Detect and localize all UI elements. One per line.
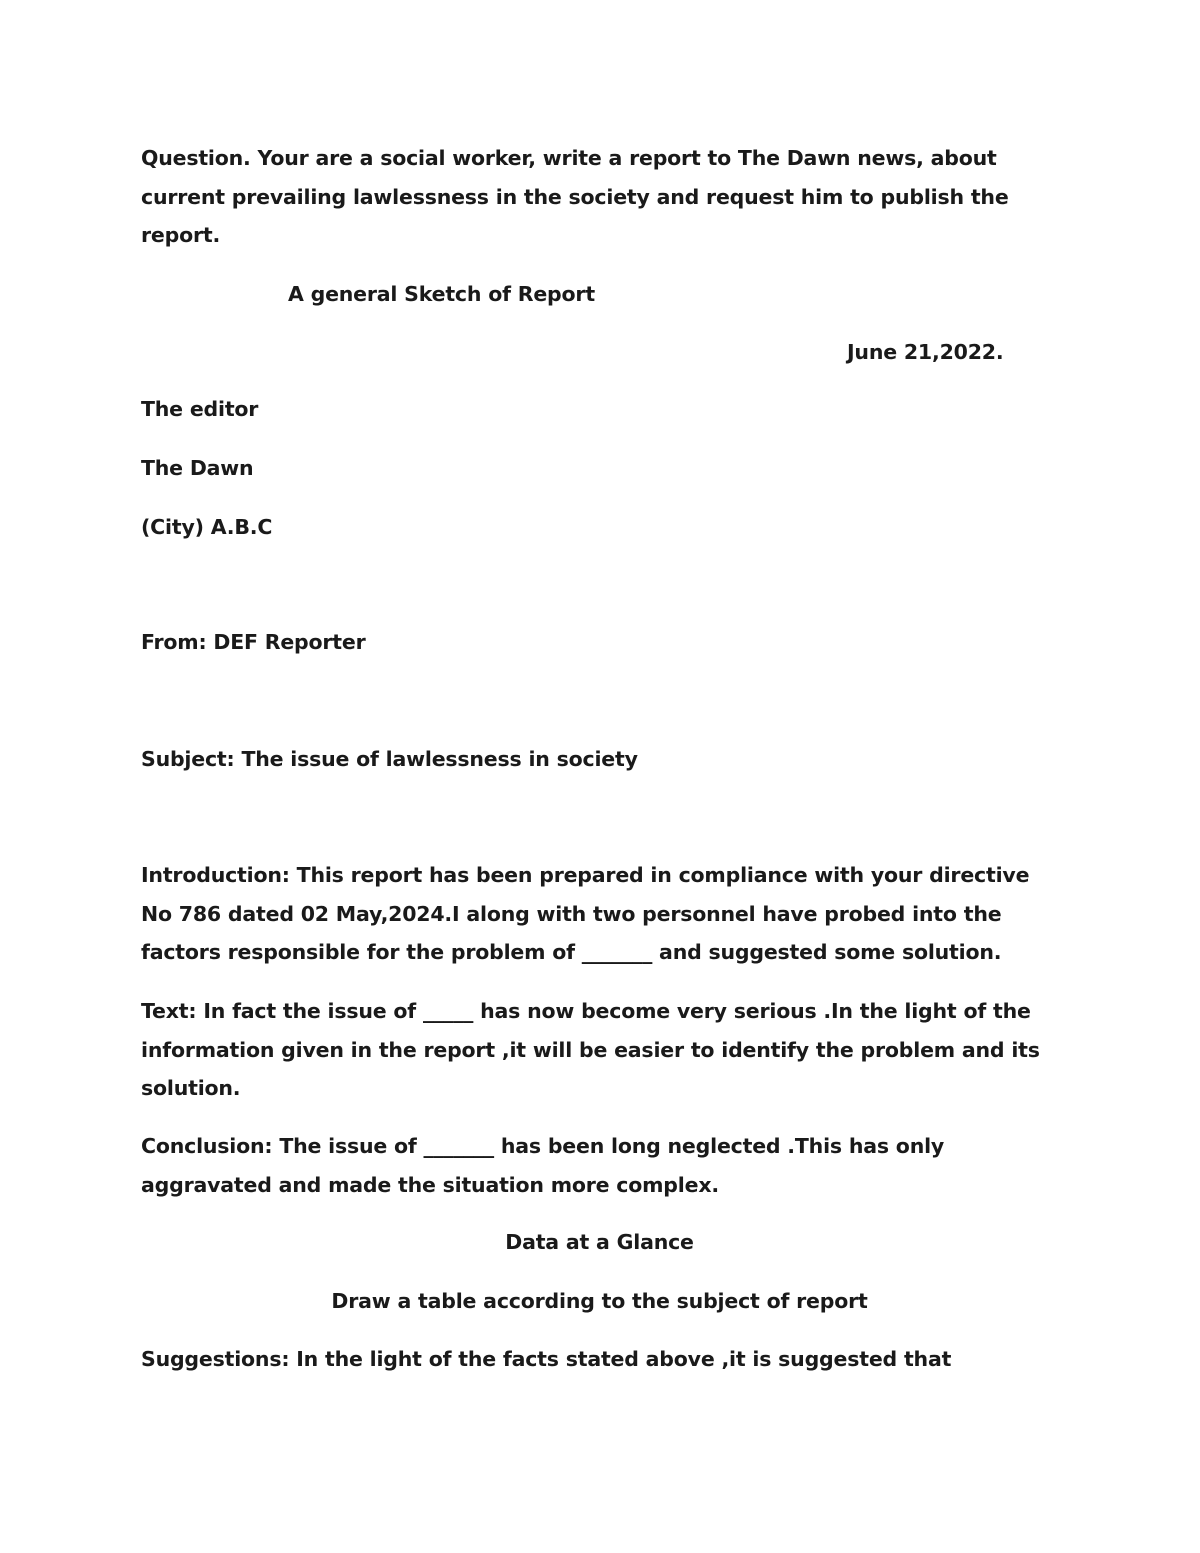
report-date: June 21,2022. bbox=[847, 340, 1004, 364]
recipient-title: The editor bbox=[141, 397, 259, 421]
table-instruction: Draw a table according to the subject of report bbox=[331, 1289, 868, 1313]
recipient-city: (City) A.B.C bbox=[141, 515, 273, 539]
question-paragraph: Question. Your are a social worker, write a report to The Dawn news, about current prevailing lawlessness in the society and request him to publish the report. bbox=[141, 146, 1009, 247]
conclusion-paragraph: Conclusion: The issue of _______ has been long neglected .This has only aggravated and made the situation more complex. bbox=[141, 1134, 945, 1197]
suggestions-line: Suggestions: In the light of the facts stated above ,it is suggested that bbox=[141, 1347, 952, 1371]
introduction-paragraph: Introduction: This report has been prepared in compliance with your directive No 786 dated 02 May,2024.I along with two personnel have probed into the factors responsible for the problem of _______ and suggested some solution. bbox=[141, 863, 1030, 964]
data-heading: Data at a Glance bbox=[505, 1230, 694, 1254]
subject-line: Subject: The issue of lawlessness in society bbox=[141, 747, 638, 771]
report-heading: A general Sketch of Report bbox=[288, 282, 595, 306]
sender-line: From: DEF Reporter bbox=[141, 630, 366, 654]
recipient-organization: The Dawn bbox=[141, 456, 254, 480]
text-paragraph: Text: In fact the issue of _____ has now become very serious .In the light of the information given in the report ,it will be easier to identify the problem and its solution. bbox=[141, 999, 1040, 1100]
